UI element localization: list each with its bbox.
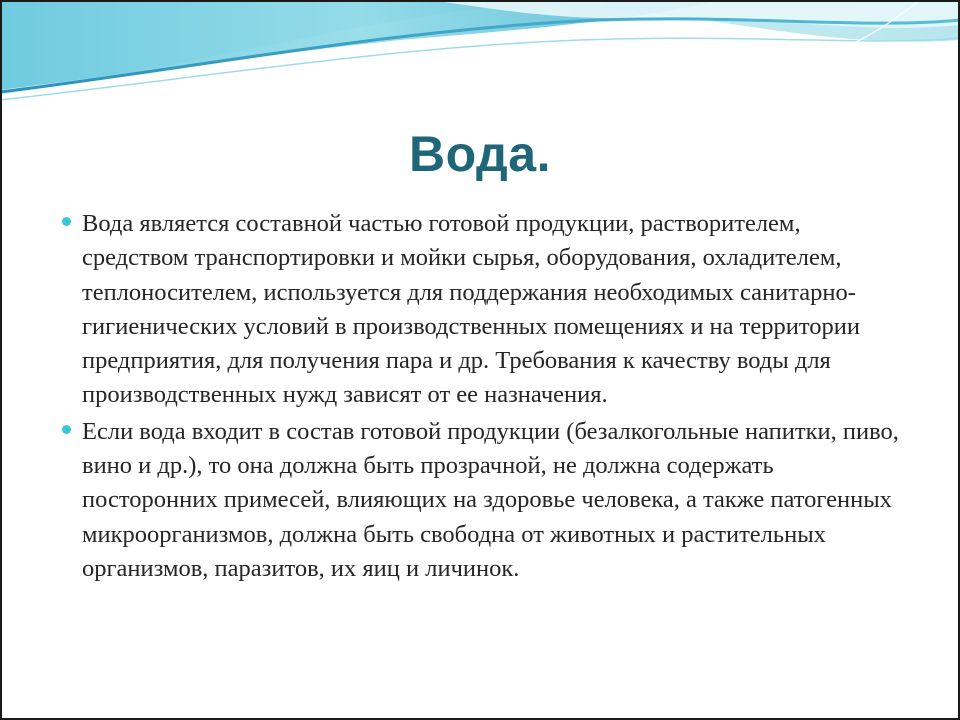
- bullet-dot-icon: [62, 217, 71, 226]
- bullet-dot-icon: [62, 425, 71, 434]
- wave-header-decoration: [0, 0, 960, 130]
- bullet-item: [60, 415, 910, 586]
- bullet-text: Вода является составной частью готовой продукции, растворителем, средством транспортировки и мойки сырья, оборудования, охладителем, теплоносителем, используется для поддержания необходимых санитарно-гигиенических условий в производственных помещениях и на территории предприятия, для получения пара и др. Требования к качеству воды для производственных нужд зависят от ее назначения.: [82, 210, 860, 409]
- bullet-text: Если вода входит в состав готовой продукции (безалкогольные напитки, пиво, вино и др.), то она должна быть прозрачной, не должна содержать посторонних примесей, влияющих на здоровье человека, а также патогенных микроорганизмов, должна быть свободна от животных и растительных организмов, паразитов, их яиц и личинок.: [82, 417, 899, 582]
- bullet-list: [60, 207, 910, 586]
- slide-title: Вода.: [409, 126, 551, 182]
- bullet-item: [60, 207, 910, 413]
